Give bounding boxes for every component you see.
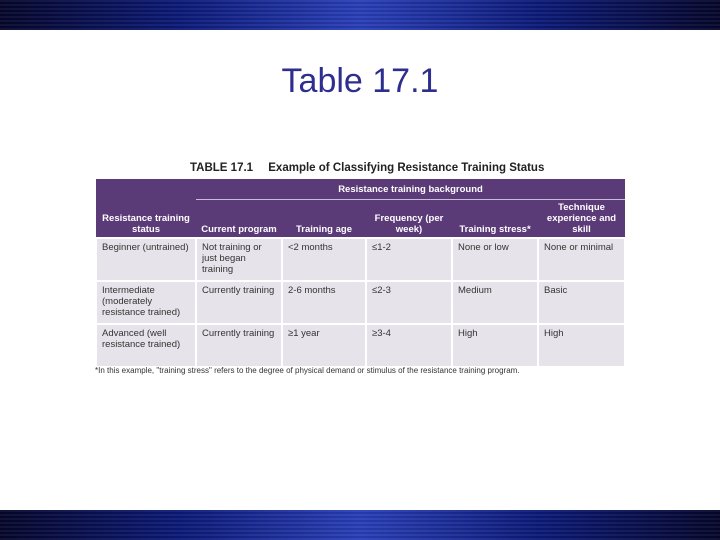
table-cell: Not training or just began training [196, 238, 282, 281]
table-row [96, 238, 625, 281]
table-cell: High [538, 324, 625, 367]
group-header: Resistance training background [196, 179, 625, 200]
table-cell: None or low [452, 238, 538, 281]
bottom-decorative-band [0, 510, 720, 540]
column-header: Technique experience and skill [538, 200, 625, 239]
column-header: Training age [282, 200, 366, 239]
classification-table [95, 179, 626, 368]
table-row [96, 281, 625, 324]
table-cell: <2 months [282, 238, 366, 281]
column-header: Frequency (per week) [366, 200, 452, 239]
table-number: TABLE 17.1 [190, 162, 254, 174]
table-cell: Currently training [196, 324, 282, 367]
table-header-row [96, 200, 625, 239]
table-heading [190, 162, 544, 174]
table-cell: High [452, 324, 538, 367]
table-cell: Beginner (untrained) [96, 238, 196, 281]
table-footnote: *In this example, "training stress" refers to the degree of physical demand or stimulus of the resistance training program. [95, 366, 520, 375]
top-decorative-band [0, 0, 720, 30]
table-cell: Currently training [196, 281, 282, 324]
table-cell: ≥3-4 [366, 324, 452, 367]
table-caption: Example of Classifying Resistance Training Status [268, 162, 545, 174]
table-cell: Advanced (well resistance trained) [96, 324, 196, 367]
column-header: Training stress* [452, 200, 538, 239]
table-row [96, 324, 625, 367]
classification-table-container [95, 179, 624, 368]
table-cell: ≤1-2 [366, 238, 452, 281]
table-cell: Medium [452, 281, 538, 324]
table-cell: Basic [538, 281, 625, 324]
column-header: Resistance training status [96, 200, 196, 239]
table-cell: ≤2-3 [366, 281, 452, 324]
table-group-header-row [96, 179, 625, 200]
table-cell: ≥1 year [282, 324, 366, 367]
table-cell: 2-6 months [282, 281, 366, 324]
slide-title: Table 17.1 [281, 62, 439, 100]
table-cell: None or minimal [538, 238, 625, 281]
column-header: Current program [196, 200, 282, 239]
table-cell: Intermediate (moderately resistance trained) [96, 281, 196, 324]
